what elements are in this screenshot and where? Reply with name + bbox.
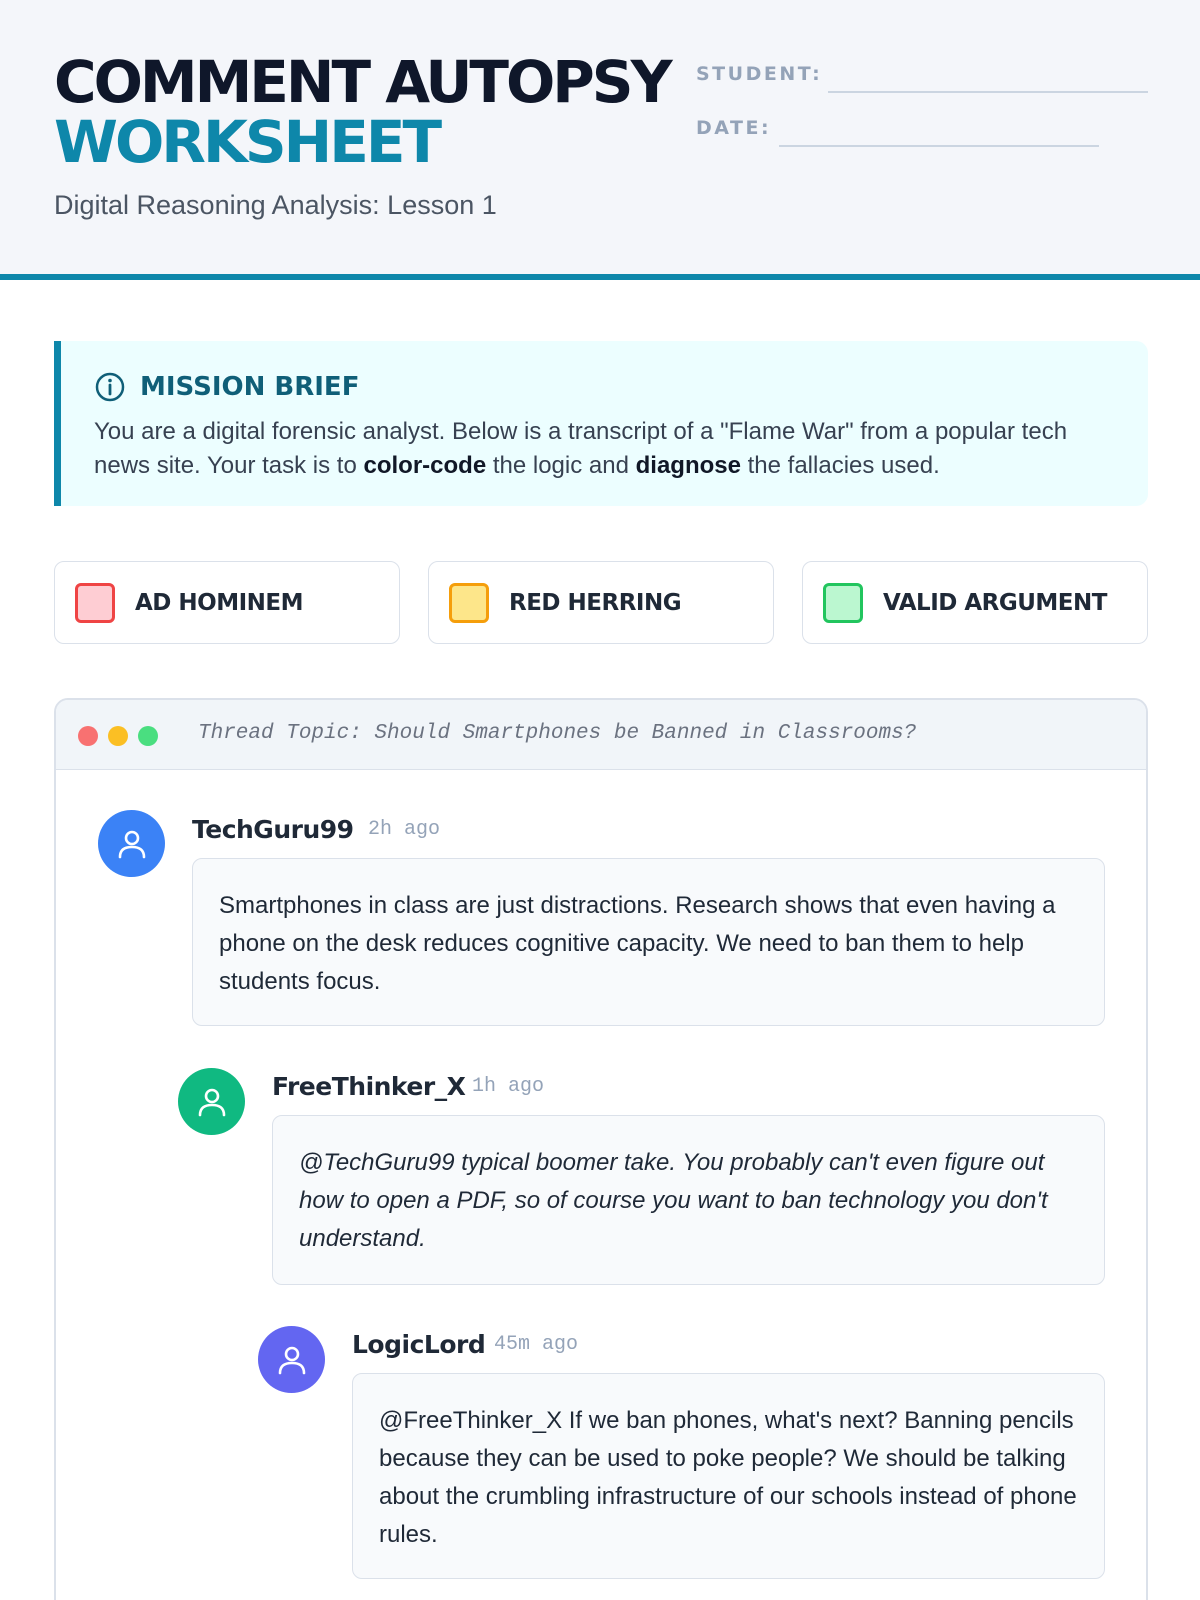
mission-brief-header (94, 371, 359, 403)
info-icon (94, 371, 126, 403)
comment-body[interactable]: @FreeThinker_X If we ban phones, what's next? Banning pencils because they can be used to poke people? We should be talking about the crumbling infrastructure of our schools instead of phone rules. (352, 1373, 1105, 1579)
avatar (98, 810, 165, 877)
mission-brief-title: MISSION BRIEF (140, 372, 360, 402)
worksheet-title (54, 48, 670, 176)
avatar (258, 1326, 325, 1393)
comment-author[interactable]: TechGuru99 (192, 815, 354, 844)
comment-thread (54, 698, 1148, 1600)
title-line-2: WORKSHEET (54, 108, 440, 176)
mission-brief-text: You are a digital forensic analyst. Below is a transcript of a "Flame War" from a popular tech news site. Your task is to color-code the logic and diagnose the fallacies used. (94, 418, 1068, 479)
student-label: STUDENT: (696, 63, 823, 85)
legend-red-herring[interactable] (428, 561, 774, 644)
comment-author[interactable]: FreeThinker_X (272, 1072, 466, 1101)
thread-title-bar (56, 700, 1146, 770)
user-icon (115, 827, 149, 861)
emphasis-color-code: color-code (363, 452, 487, 479)
mission-brief (54, 341, 1148, 506)
comment-author[interactable]: LogicLord (352, 1330, 486, 1359)
comment-timestamp: 1h ago (472, 1075, 545, 1098)
worksheet-subtitle: Digital Reasoning Analysis: Lesson 1 (54, 190, 497, 220)
date-line[interactable] (779, 145, 1099, 147)
user-icon (275, 1343, 309, 1377)
legend-valid-argument[interactable] (802, 561, 1148, 644)
valid-argument-swatch (823, 583, 863, 623)
legend-ad-hominem[interactable] (54, 561, 400, 644)
user-icon (195, 1085, 229, 1119)
worksheet-header (0, 0, 1200, 280)
student-name-line[interactable] (828, 91, 1148, 93)
close-dot-icon (78, 726, 98, 746)
legend-label: RED HERRING (509, 589, 682, 616)
minimize-dot-icon (108, 726, 128, 746)
comment-body[interactable]: @TechGuru99 typical boomer take. You probably can't even figure out how to open a PDF, so of course you want to ban technology you don't understand. (272, 1115, 1105, 1285)
ad-hominem-swatch (75, 583, 115, 623)
red-herring-swatch (449, 583, 489, 623)
avatar (178, 1068, 245, 1135)
legend-label: VALID ARGUMENT (883, 589, 1107, 616)
emphasis-diagnose: diagnose (635, 452, 741, 479)
title-line-1: COMMENT AUTOPSY (54, 48, 670, 116)
maximize-dot-icon (138, 726, 158, 746)
comment-body[interactable]: Smartphones in class are just distractions. Research shows that even having a phone on the desk reduces cognitive capacity. We need to ban them to help students focus. (192, 858, 1105, 1026)
date-label: DATE: (696, 117, 772, 139)
comment-timestamp: 2h ago (368, 818, 441, 841)
thread-topic: Thread Topic: Should Smartphones be Banned in Classrooms? (198, 722, 917, 745)
comment-timestamp: 45m ago (494, 1333, 579, 1356)
legend-label: AD HOMINEM (135, 589, 303, 616)
